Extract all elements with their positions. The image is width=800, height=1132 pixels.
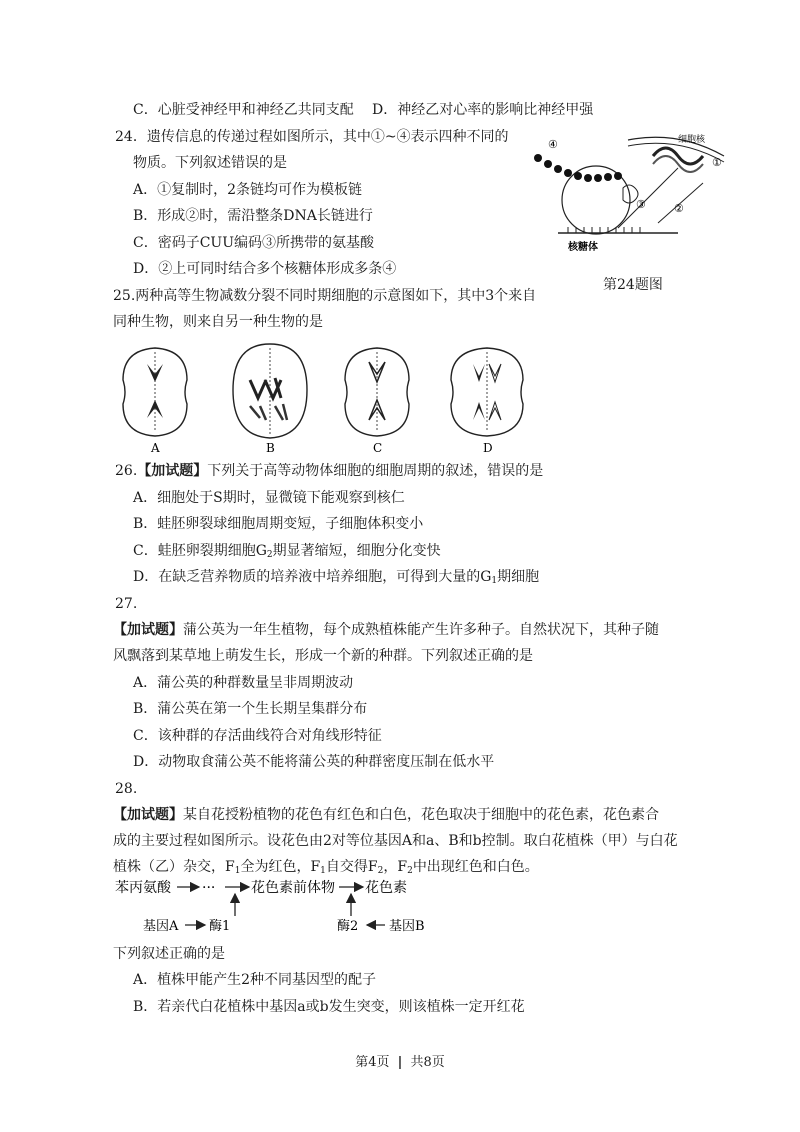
cell-b [233, 344, 307, 438]
label-a: A [151, 441, 160, 455]
q26-option-d-pre: D．在缺乏营养物质的培养液中培养细胞，可得到大量的G [133, 569, 492, 585]
mark-4: ④ [548, 138, 558, 151]
q26-stem-text: 下列关于高等动物体细胞的细胞周期的叙述，错误的是 [207, 463, 544, 479]
q27-option-c: C．该种群的存活曲线符合对角线形特征 [133, 728, 382, 744]
mark-3: ③ [636, 198, 646, 211]
q28-s3-sub4: 2 [407, 866, 413, 876]
q28-stem-line1 [113, 805, 659, 825]
mark-2: ② [674, 202, 684, 215]
q27-stem-line1 [113, 620, 659, 640]
q27-tag: 【加试题】 [113, 622, 183, 638]
q26-option-d-post: 期细胞 [497, 569, 540, 585]
q28-stem-line2: 成的主要过程如图所示。设花色由2对等位基因A和a、B和b控制。取白花植株（甲）与白花 [113, 833, 678, 849]
q26-option-c-post: 期显著缩短，细胞分化变快 [272, 543, 441, 559]
mark-1: ① [712, 156, 722, 169]
q27-stem-line2: 风飘落到某草地上萌发生长，形成一个新的种群。下列叙述正确的是 [113, 648, 533, 664]
q26-tag: 【加试题】 [137, 463, 208, 479]
q25-stem-line1: 25.两种高等生物减数分裂不同时期细胞的示意图如下，其中3个来自 [113, 288, 537, 304]
q28-option-b: B．若亲代白花植株中基因a或b发生突变，则该植株一定开红花 [133, 999, 525, 1015]
label-b: B [266, 441, 275, 455]
enzyme2-label: 酶2 [337, 919, 359, 934]
label-d: D [483, 441, 493, 455]
gene-b-label: 基因B [389, 919, 425, 934]
q28-s3d: ，F [383, 859, 408, 875]
q23-option-d: D．神经乙对心率的影响比神经甲强 [372, 102, 594, 118]
cell-a [123, 348, 187, 436]
q23-option-c: C．心脏受神经甲和神经乙共同支配 [133, 102, 354, 118]
q25-figure [115, 340, 535, 455]
q24-option-b: B．形成②时，需沿整条DNA长链进行 [133, 208, 373, 224]
q24-option-a: A．①复制时，2条链均可作为模板链 [133, 182, 363, 198]
footer-total: 共8页 [410, 1055, 445, 1070]
q24-option-c: C．密码子CUU编码③所携带的氨基酸 [133, 235, 375, 251]
q28-s3-sub2: 1 [320, 866, 326, 876]
q28-option-a: A．植株甲能产生2种不同基因型的配子 [133, 972, 377, 988]
q28-s3c: 自交得F [325, 859, 378, 875]
q26-option-d [133, 567, 539, 591]
q26-option-d-sub: 1 [491, 576, 498, 586]
q26-option-b: B．蛙胚卵裂球细胞周期变短，子细胞体积变小 [133, 516, 424, 532]
footer-sep: | [397, 1055, 403, 1070]
q26-option-a: A．细胞处于S期时，显微镜下能观察到核仁 [133, 490, 405, 506]
pathway-middle: 花色素前体物 [251, 880, 335, 896]
gene-a-label: 基因A [143, 919, 179, 934]
q25-stem-line2: 同种生物，则来自另一种生物的是 [113, 314, 323, 330]
q24-stem-line1: 24．遗传信息的传递过程如图所示，其中①~④表示四种不同的 [115, 129, 509, 145]
q28-pathway [113, 878, 443, 940]
q27-option-b: B．蒲公英在第一个生长期呈集群分布 [133, 701, 368, 717]
ribosome-label: 核糖体 [568, 242, 598, 253]
q28-stem-text1: 某自花授粉植物的花色有红色和白色，花色取决于细胞中的花色素，花色素合 [183, 807, 659, 823]
pathway-end: 花色素 [365, 880, 407, 896]
dna-strand-1 [653, 148, 703, 164]
q28-tag: 【加试题】 [113, 807, 183, 823]
page-footer [0, 1051, 800, 1070]
arrow-to-ribosome [618, 168, 678, 228]
nucleus-label: 细胞核 [678, 134, 706, 144]
pathway-start: 苯丙氨酸 [115, 880, 171, 896]
q28-number: 28. [115, 781, 138, 797]
q27-stem-text1: 蒲公英为一年生植物，每个成熟植株能产生许多种子。自然状况下，其种子随 [183, 622, 659, 638]
q26-option-c [133, 541, 441, 565]
cell-d [451, 348, 523, 436]
label-c: C [373, 441, 383, 455]
q24-stem-line2: 物质。下列叙述错误的是 [133, 155, 287, 171]
q28-s3b: 全为红色，F [240, 859, 321, 875]
cell-c [345, 348, 409, 436]
q26-stem [115, 461, 543, 481]
q28-s3e: 中出现红色和白色。 [412, 859, 539, 875]
q27-option-d: D．动物取食蒲公英不能将蒲公英的种群密度压制在低水平 [133, 754, 495, 770]
q24-figure [528, 128, 728, 258]
q24-figure-caption: 第24题图 [603, 277, 663, 293]
pathway-dots: ··· [202, 880, 216, 896]
q26-option-c-sub: 2 [266, 550, 273, 560]
q27-number: 27. [115, 596, 138, 612]
q27-option-a: A．蒲公英的种群数量呈非周期波动 [133, 675, 354, 691]
q26-option-c-pre: C．蛙胚卵裂期细胞G [133, 543, 267, 559]
q28-stem-line4: 下列叙述正确的是 [113, 946, 225, 962]
q26-number: 26. [115, 463, 138, 479]
q28-s3a: 植株（乙）杂交，F [113, 859, 235, 875]
enzyme1-label: 酶1 [209, 919, 231, 934]
q28-s3-sub1: 1 [234, 866, 241, 876]
q24-option-d: D．②上可同时结合多个核糖体形成多条④ [133, 261, 397, 277]
q28-s3-sub3: 2 [377, 866, 384, 876]
footer-page: 第4页 [355, 1055, 390, 1070]
